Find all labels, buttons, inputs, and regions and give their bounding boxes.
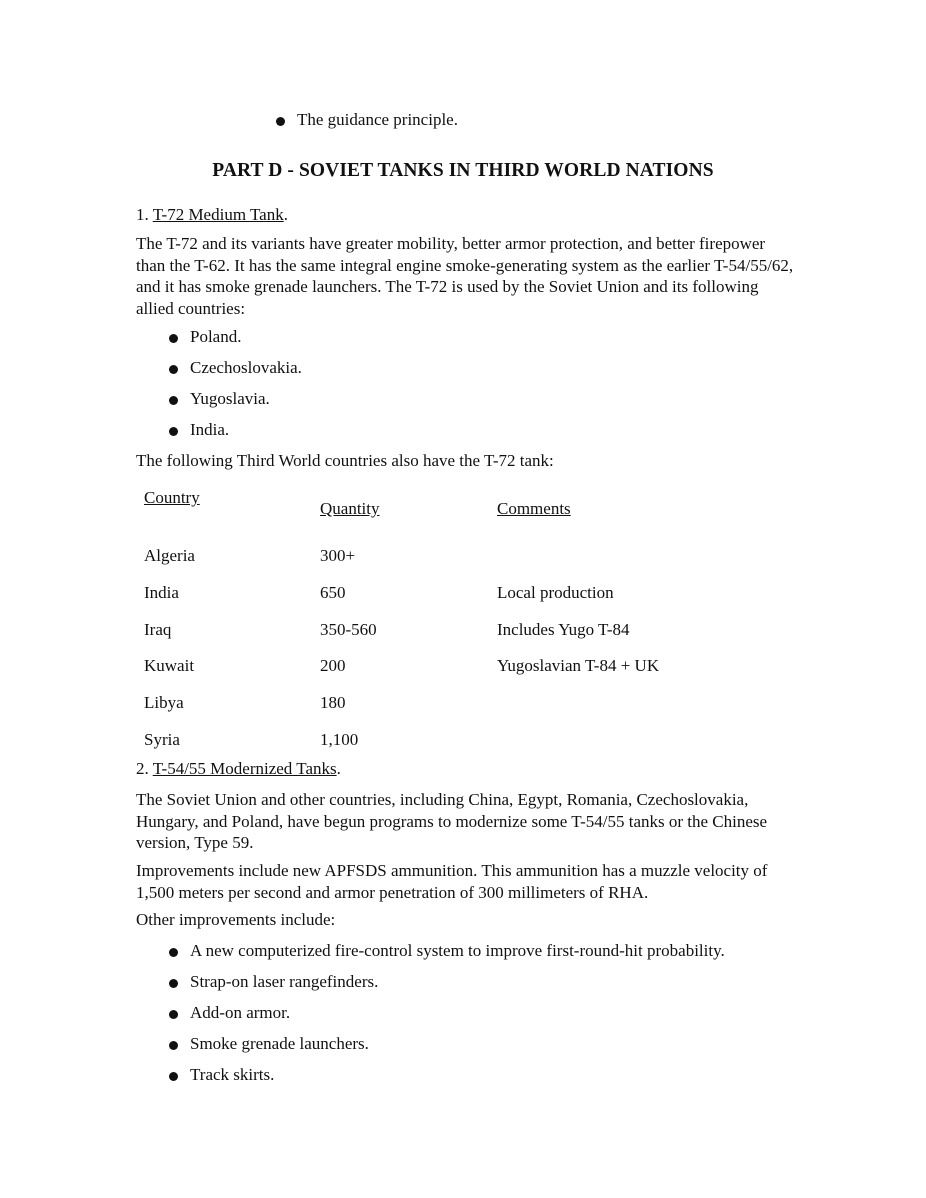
- list-item: Poland.: [190, 327, 242, 346]
- bullet-icon: [169, 427, 178, 436]
- section2-paragraph-3: Other improvements include:: [136, 910, 336, 929]
- cell-comments: Yugoslavian T-84 + UK: [497, 656, 660, 675]
- list-item: Add-on armor.: [190, 1003, 291, 1022]
- cell-country: Syria: [144, 730, 180, 749]
- cell-quantity: 1,100: [320, 730, 359, 749]
- list-item: Smoke grenade launchers.: [190, 1034, 369, 1053]
- bullet-icon: [276, 117, 285, 126]
- cell-quantity: 350-560: [320, 620, 377, 639]
- list-item: Czechoslovakia.: [190, 358, 302, 377]
- list-item: Yugoslavia.: [190, 389, 270, 408]
- cell-quantity: 200: [320, 656, 346, 675]
- bullet-icon: [169, 1010, 178, 1019]
- cell-quantity: 650: [320, 583, 346, 602]
- bullet-icon: [169, 334, 178, 343]
- bullet-icon: [169, 1041, 178, 1050]
- section2-title: T-54/55 Modernized Tanks: [152, 759, 337, 778]
- section2-number: 2.: [136, 759, 149, 778]
- cell-quantity: 180: [320, 693, 346, 712]
- section2-heading: [136, 759, 341, 779]
- bullet-icon: [169, 948, 178, 957]
- section1-heading: [136, 205, 288, 225]
- section1-title: T-72 Medium Tank: [152, 205, 284, 224]
- section1-number: 1.: [136, 205, 149, 224]
- cell-quantity: 300+: [320, 546, 356, 565]
- section1-title-end: .: [283, 205, 288, 224]
- table-intro: The following Third World countries also have the T-72 tank:: [136, 451, 554, 470]
- cell-comments: Local production: [497, 583, 614, 602]
- section2-title-end: .: [336, 759, 341, 778]
- top-bullet-text: The guidance principle.: [297, 110, 458, 129]
- list-item: Track skirts.: [190, 1065, 275, 1084]
- list-item: Strap-on laser rangefinders.: [190, 972, 379, 991]
- cell-country: Kuwait: [144, 656, 195, 675]
- cell-comments: Includes Yugo T-84: [497, 620, 630, 639]
- bullet-icon: [169, 396, 178, 405]
- section2-paragraph-1: The Soviet Union and other countries, including China, Egypt, Romania, Czechoslovakia, Hungary, and Poland, have begun programs to modernize some T-54/55 tanks or the Chinese version, Type 59.: [136, 790, 768, 852]
- page-title: PART D - SOVIET TANKS IN THIRD WORLD NATIONS: [212, 160, 714, 181]
- cell-country: India: [144, 583, 179, 602]
- bullet-icon: [169, 979, 178, 988]
- section2-paragraph-2: Improvements include new APFSDS ammunition. This ammunition has a muzzle velocity of 1,500 meters per second and armor penetration of 300 millimeters of RHA.: [136, 861, 768, 902]
- bullet-icon: [169, 1072, 178, 1081]
- list-item: India.: [190, 420, 230, 439]
- bullet-icon: [169, 365, 178, 374]
- cell-country: Iraq: [144, 620, 172, 639]
- table-header-quantity: Quantity: [320, 499, 380, 518]
- list-item: A new computerized fire-control system to improve first-round-hit probability.: [190, 941, 725, 960]
- table-header-comments: Comments: [497, 499, 571, 518]
- section1-paragraph: The T-72 and its variants have greater mobility, better armor protection, and better firepower than the T-62. It has the same integral engine smoke-generating system as the earlier T-54/55/62, and it has smoke grenade launchers. The T-72 is used by the Soviet Union and its following allied countries:: [136, 234, 794, 318]
- cell-country: Algeria: [144, 546, 195, 565]
- cell-country: Libya: [144, 693, 184, 712]
- table-header-country: Country: [144, 488, 200, 507]
